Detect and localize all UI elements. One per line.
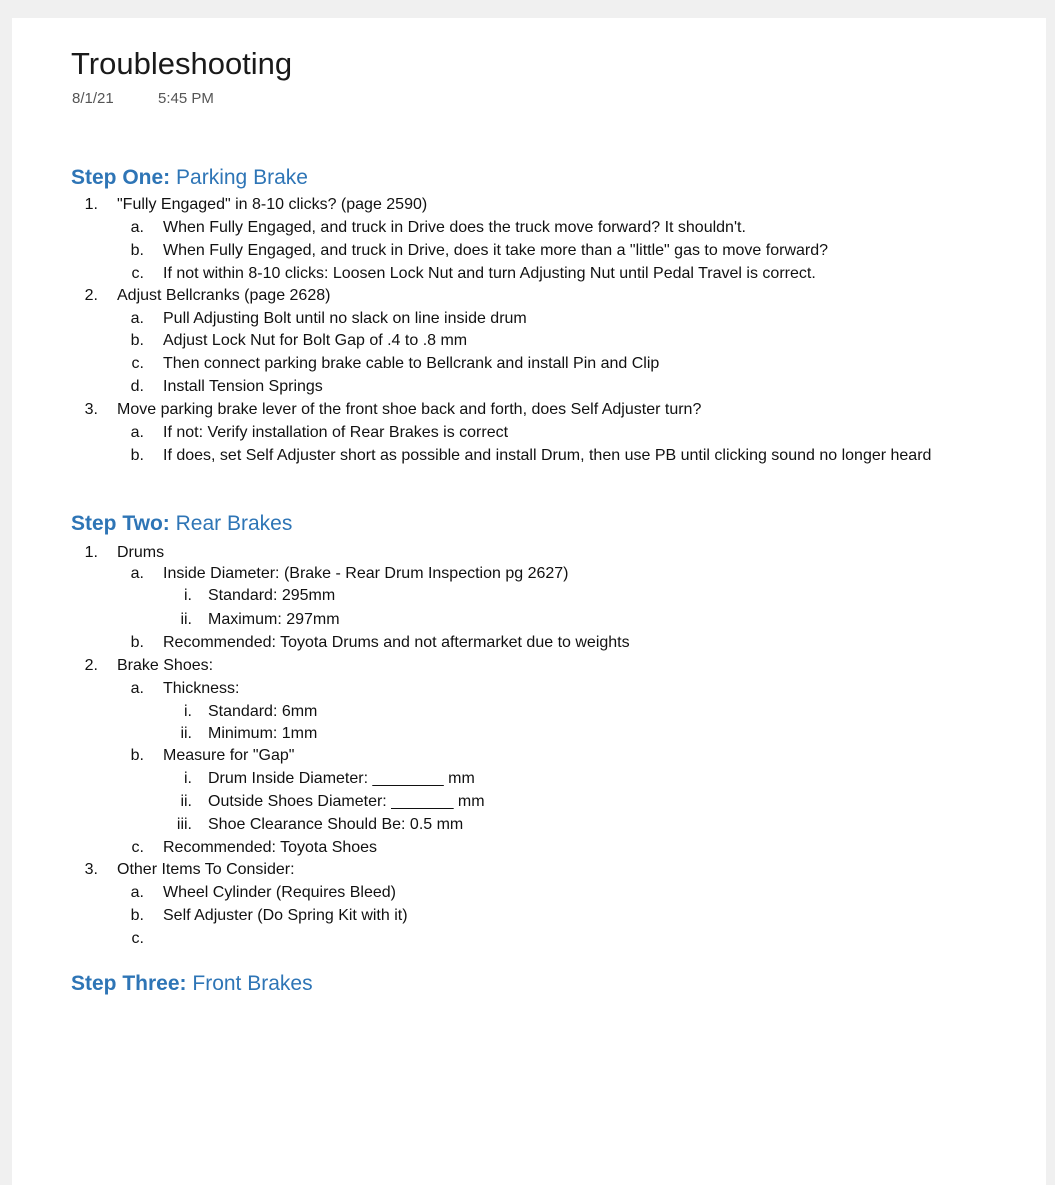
step-heading-one	[71, 166, 308, 190]
document-page: Troubleshooting 8/1/21 5:45 PM Step One: Parking Brake Step Two: Rear Brakes Step Three: Front Brakes 1. "Fully Engaged" in 8-10 clicks? (page 2590) a. When Fully Engaged, and truck in Drive does the truck move forward? It shouldn't. b. When Fully Engaged, and truck in Drive, does it take more than a "little" gas to move forward? c. If not within 8-10 clicks: Loosen Lock Nut and turn Adjusting Nut until Pedal Travel is correct. 2. Adjust Bellcranks (page 2628) a. Pull Adjusting Bolt until no slack on line inside drum b. Adjust Lock Nut for Bolt Gap of .4 to .8 mm c. Then connect parking brake cable to Bellcrank and install Pin and Clip d. Install Tension Springs 3. Move parking brake lever of the front shoe back and forth, does Self Adjuster turn? a. If not: Verify installation of Rear Brakes is correct b. If does, set Self Adjuster short as possible and install Drum, then use PB until clicking sound no longer heard 1. Drums a. Inside Diameter: (Brake - Rear Drum Inspection pg 2627) i. Standard: 295mm ii. Maximum: 297mm b. Recommended: Toyota Drums and not aftermarket due to weights 2. Brake Shoes: a. Thickness: i. Standard: 6mm ii. Minimum: 1mm b. Measure for "Gap" i. Drum Inside Diameter: ________ mm ii. Outside Shoes Diameter: _______ mm iii. Shoe Clearance Should Be: 0.5 mm c. Recommended: Toyota Shoes 3. Other Items To Consider: a. Wheel Cylinder (Requires Bleed) b. Self Adjuster (Do Spring Kit with it) c.	[12, 18, 1046, 1185]
page-date: 8/1/21	[72, 90, 114, 107]
step-label: Step Two:	[71, 512, 170, 535]
step-heading-three	[71, 972, 313, 996]
page-title: Troubleshooting	[71, 46, 293, 81]
step-name: Parking Brake	[176, 166, 308, 189]
page-time: 5:45 PM	[158, 90, 214, 107]
step-heading-two	[71, 512, 292, 536]
step-name: Rear Brakes	[175, 512, 293, 535]
step-name: Front Brakes	[192, 972, 313, 995]
step-label: Step One:	[71, 166, 171, 189]
step-label: Step Three:	[71, 972, 187, 995]
